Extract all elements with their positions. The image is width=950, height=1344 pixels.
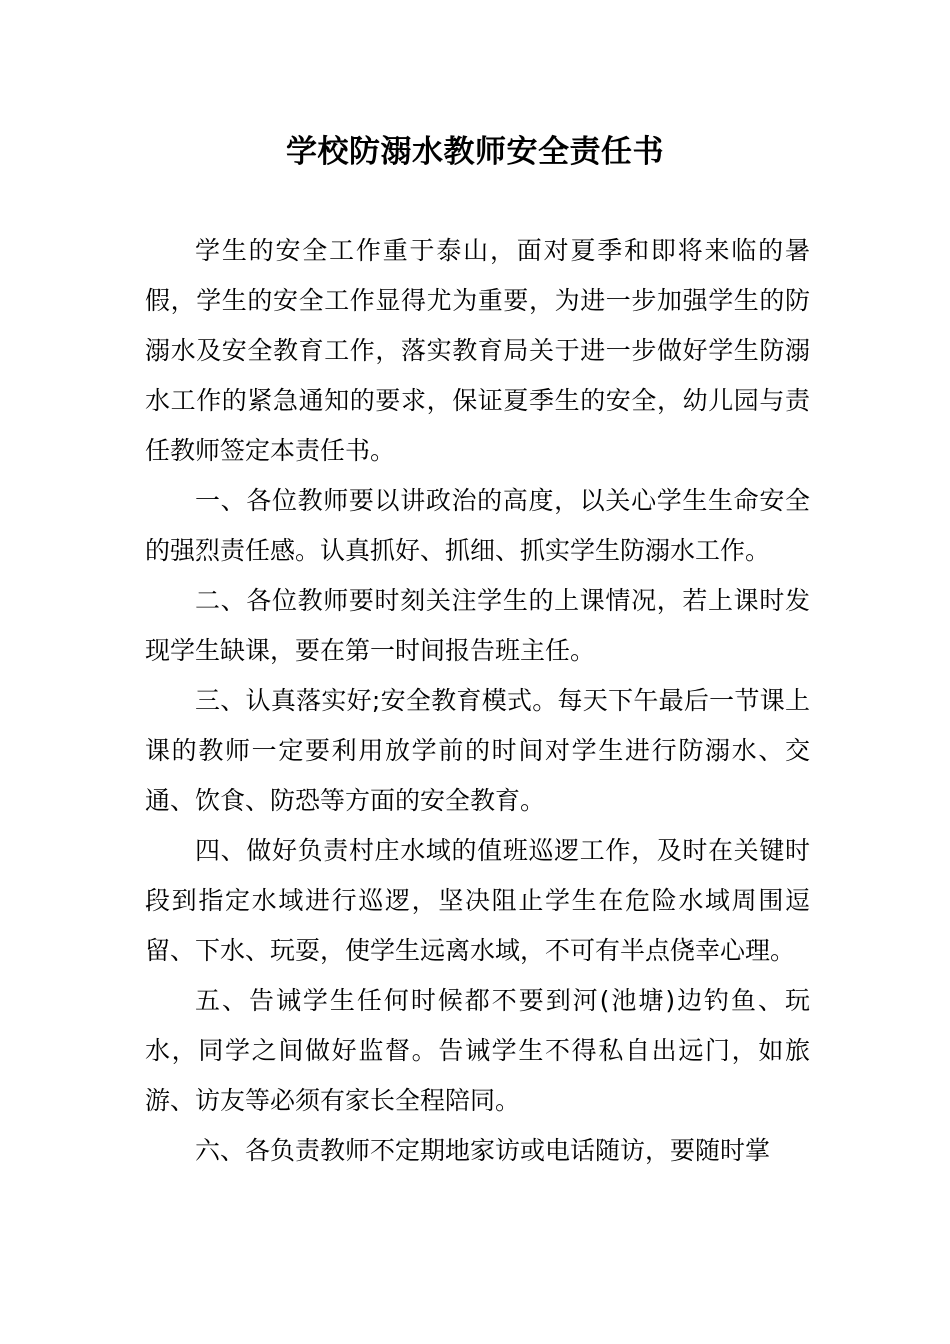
paragraph-item-2: 二、各位教师要时刻关注学生的上课情况，若上课时发现学生缺课，要在第一时间报告班主任。 xyxy=(145,586,810,665)
document-body xyxy=(145,226,810,1176)
paragraph-item-3: 三、认真落实好;安全教育模式。每天下午最后一节课上课的教师一定要利用放学前的时间对学生进行防溺水、交通、饮食、防恐等方面的安全教育。 xyxy=(145,686,810,815)
paragraph-item-4: 四、做好负责村庄水域的值班巡逻工作，及时在关键时段到指定水域进行巡逻，坚决阻止学生在危险水域周围逗留、下水、玩耍，使学生远离水域，不可有半点侥幸心理。 xyxy=(145,836,810,965)
paragraph-intro: 学生的安全工作重于泰山，面对夏季和即将来临的暑假，学生的安全工作显得尤为重要，为进一步加强学生的防溺水及安全教育工作，落实教育局关于进一步做好学生防溺水工作的紧急通知的要求，保证夏季生的安全，幼儿园与责任教师签定本责任书。 xyxy=(145,236,810,465)
paragraph-item-5: 五、告诫学生任何时候都不要到河(池塘)边钓鱼、玩水，同学之间做好监督。告诫学生不得私自出远门，如旅游、访友等必须有家长全程陪同。 xyxy=(145,986,810,1115)
paragraph-item-6: 六、各负责教师不定期地家访或电话随访，要随时掌 xyxy=(195,1136,771,1165)
paragraph-item-1: 一、各位教师要以讲政治的高度，以关心学生生命安全的强烈责任感。认真抓好、抓细、抓实学生防溺水工作。 xyxy=(145,486,810,565)
document-title: 学校防溺水教师安全责任书 xyxy=(286,134,664,170)
